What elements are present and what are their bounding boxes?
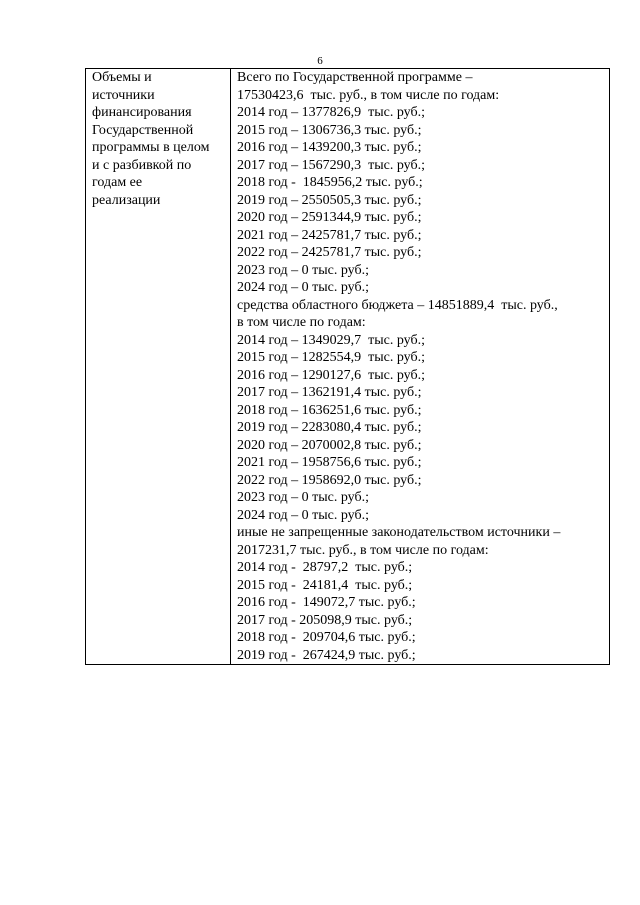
label-line: финансирования bbox=[92, 105, 192, 120]
funding-line: 2024 год – 0 тыс. руб.; bbox=[237, 507, 369, 523]
funding-line: 2022 год – 1958692,0 тыс. руб.; bbox=[237, 472, 422, 488]
funding-line: 2015 год – 1306736,3 тыс. руб.; bbox=[237, 122, 422, 138]
funding-line: 2014 год - 28797,2 тыс. руб.; bbox=[237, 560, 413, 575]
funding-details bbox=[237, 69, 609, 664]
label-line: и с разбивкой по bbox=[92, 157, 192, 173]
funding-line: 2021 год – 2425781,7 тыс. руб.; bbox=[237, 227, 422, 243]
funding-line: 2014 год – 1377826,9 тыс. руб.; bbox=[237, 105, 425, 120]
label-line: реализации bbox=[92, 192, 161, 208]
funding-line: 2018 год - 1845956,2 тыс. руб.; bbox=[237, 175, 423, 190]
funding-line: 2017 год - 205098,9 тыс. руб.; bbox=[237, 612, 413, 628]
funding-line: 2018 год – 1636251,6 тыс. руб.; bbox=[237, 402, 422, 418]
table-row bbox=[86, 69, 610, 665]
funding-line: 2023 год – 0 тыс. руб.; bbox=[237, 490, 369, 505]
funding-line: Всего по Государственной программе – bbox=[237, 70, 473, 85]
funding-line: 2024 год – 0 тыс. руб.; bbox=[237, 280, 369, 295]
funding-line: 2016 год – 1439200,3 тыс. руб.; bbox=[237, 140, 422, 155]
row-label bbox=[92, 69, 230, 209]
funding-line: 2020 год – 2591344,9 тыс. руб.; bbox=[237, 210, 422, 225]
funding-line: 2023 год – 0 тыс. руб.; bbox=[237, 262, 369, 278]
funding-line: 2017 год – 1567290,3 тыс. руб.; bbox=[237, 157, 425, 173]
label-line: Объемы и bbox=[92, 70, 152, 85]
funding-line: 2018 год - 209704,6 тыс. руб.; bbox=[237, 630, 416, 645]
funding-line: 2020 год – 2070002,8 тыс. руб.; bbox=[237, 437, 422, 453]
label-line: источники bbox=[92, 87, 155, 103]
funding-line: 2016 год – 1290127,6 тыс. руб.; bbox=[237, 367, 425, 383]
label-line: годам ее bbox=[92, 175, 143, 190]
funding-line: 2015 год – 1282554,9 тыс. руб.; bbox=[237, 350, 425, 365]
funding-line: 2017 год – 1362191,4 тыс. руб.; bbox=[237, 385, 422, 400]
funding-line: 2019 год – 2283080,4 тыс. руб.; bbox=[237, 420, 422, 435]
row-value-cell bbox=[231, 69, 610, 665]
funding-line: 2017231,7 тыс. руб., в том числе по годам: bbox=[237, 542, 489, 558]
funding-line: 2019 год - 267424,9 тыс. руб.; bbox=[237, 647, 416, 663]
label-line: программы в целом bbox=[92, 140, 210, 155]
funding-line: иные не запрещенные законодательством источники – bbox=[237, 525, 561, 540]
funding-line: 2022 год – 2425781,7 тыс. руб.; bbox=[237, 245, 422, 260]
funding-line: 2014 год – 1349029,7 тыс. руб.; bbox=[237, 332, 425, 348]
funding-line: в том числе по годам: bbox=[237, 315, 366, 330]
program-funding-table bbox=[85, 68, 610, 665]
page-number: 6 bbox=[317, 55, 323, 67]
funding-line: 17530423,6 тыс. руб., в том числе по годам: bbox=[237, 87, 500, 103]
funding-line: 2021 год – 1958756,6 тыс. руб.; bbox=[237, 455, 422, 470]
funding-line: средства областного бюджета – 14851889,4 тыс. руб., bbox=[237, 297, 558, 313]
row-label-cell bbox=[86, 69, 231, 665]
funding-line: 2016 год - 149072,7 тыс. руб.; bbox=[237, 595, 416, 610]
label-line: Государственной bbox=[92, 122, 194, 138]
funding-line: 2019 год – 2550505,3 тыс. руб.; bbox=[237, 192, 422, 208]
funding-line: 2015 год - 24181,4 тыс. руб.; bbox=[237, 577, 413, 593]
